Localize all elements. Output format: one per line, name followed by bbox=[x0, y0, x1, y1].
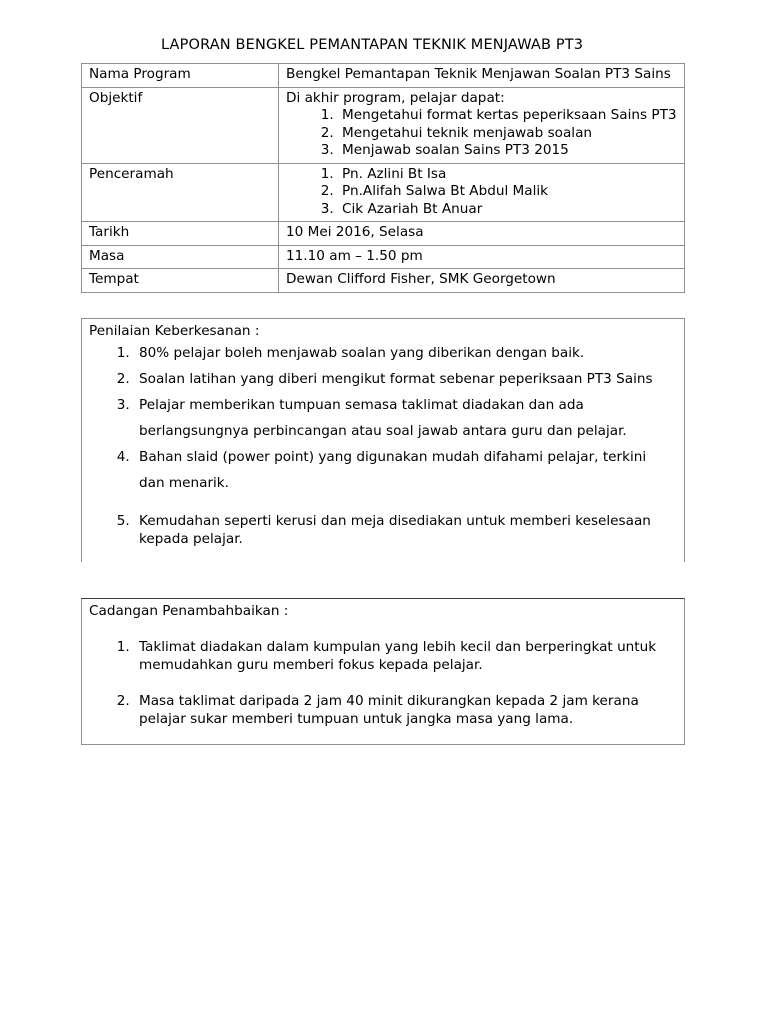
row-label-penceramah: Penceramah bbox=[82, 163, 279, 222]
table-row bbox=[82, 163, 685, 222]
suggestions-list bbox=[82, 639, 684, 728]
table-row bbox=[82, 269, 685, 293]
penceramah-list bbox=[286, 166, 679, 219]
list-item: 2. Soalan latihan yang diberi mengikut format sebenar peperiksaan PT3 Sains bbox=[134, 366, 670, 392]
row-label-objektif: Objektif bbox=[82, 87, 279, 163]
cell-text: Bengkel Pemantapan Teknik Menjawan Soalan PT3 Sains bbox=[286, 66, 671, 82]
list-item: 3. Cik Azariah Bt Anuar bbox=[338, 201, 679, 219]
row-label-tarikh: Tarikh bbox=[82, 222, 279, 246]
row-label-tempat: Tempat bbox=[82, 269, 279, 293]
suggestions-heading: Cadangan Penambahbaikan : bbox=[89, 603, 289, 619]
row-value-nama-program bbox=[279, 64, 685, 88]
list-item: 2. Masa taklimat daripada 2 jam 40 minit dikurangkan kepada 2 jam kerana pelajar sukar memberi tumpuan untuk jangka masa yang lama. bbox=[134, 693, 670, 728]
row-value-masa: 11.10 am – 1.50 pm bbox=[279, 245, 685, 269]
row-value-penceramah bbox=[279, 163, 685, 222]
list-item: 3. Pelajar memberikan tumpuan semasa taklimat diadakan dan ada berlangsungnya perbincangan atau soal jawab antara guru dan pelajar. bbox=[134, 392, 670, 444]
suggestions-spacer bbox=[82, 728, 684, 744]
list-item: 2. Pn.Alifah Salwa Bt Abdul Malik bbox=[338, 183, 679, 201]
evaluation-list bbox=[82, 340, 684, 548]
objektif-list bbox=[286, 107, 679, 160]
list-item: 1. Taklimat diadakan dalam kumpulan yang lebih kecil dan berperingkat untuk memudahkan guru memberi fokus kepada pelajar. bbox=[134, 639, 670, 674]
row-value-tempat: Dewan Clifford Fisher, SMK Georgetown bbox=[279, 269, 685, 293]
row-label-masa: Masa bbox=[82, 245, 279, 269]
list-item: 1. Pn. Azlini Bt Isa bbox=[338, 166, 679, 184]
list-item: 1. Mengetahui format kertas peperiksaan Sains PT3 bbox=[338, 107, 679, 125]
page-title: LAPORAN BENGKEL PEMANTAPAN TEKNIK MENJAWAB PT3 bbox=[161, 37, 584, 53]
row-label-nama-program: Nama Program bbox=[82, 64, 279, 88]
evaluation-section bbox=[81, 318, 685, 562]
program-info-table bbox=[81, 63, 685, 293]
evaluation-spacer bbox=[82, 548, 684, 562]
list-item: 3. Menjawab soalan Sains PT3 2015 bbox=[338, 142, 679, 160]
list-item: 5. Kemudahan seperti kerusi dan meja disediakan untuk memberi keselesaan kepada pelajar. bbox=[134, 513, 670, 548]
list-item: 2. Mengetahui teknik menjawab soalan bbox=[338, 125, 679, 143]
cell-text: Di akhir program, pelajar dapat: bbox=[286, 89, 505, 106]
table-row bbox=[82, 87, 685, 163]
table-row bbox=[82, 64, 685, 88]
list-item: 4. Bahan slaid (power point) yang digunakan mudah difahami pelajar, terkini dan menarik. bbox=[134, 444, 670, 496]
evaluation-heading: Penilaian Keberkesanan : bbox=[89, 323, 260, 339]
list-item: 1. 80% pelajar boleh menjawab soalan yang diberikan dengan baik. bbox=[134, 340, 670, 366]
table-row bbox=[82, 245, 685, 269]
row-value-tarikh: 10 Mei 2016, Selasa bbox=[279, 222, 685, 246]
row-value-objektif bbox=[279, 87, 685, 163]
suggestions-section bbox=[81, 598, 685, 745]
table-row bbox=[82, 222, 685, 246]
